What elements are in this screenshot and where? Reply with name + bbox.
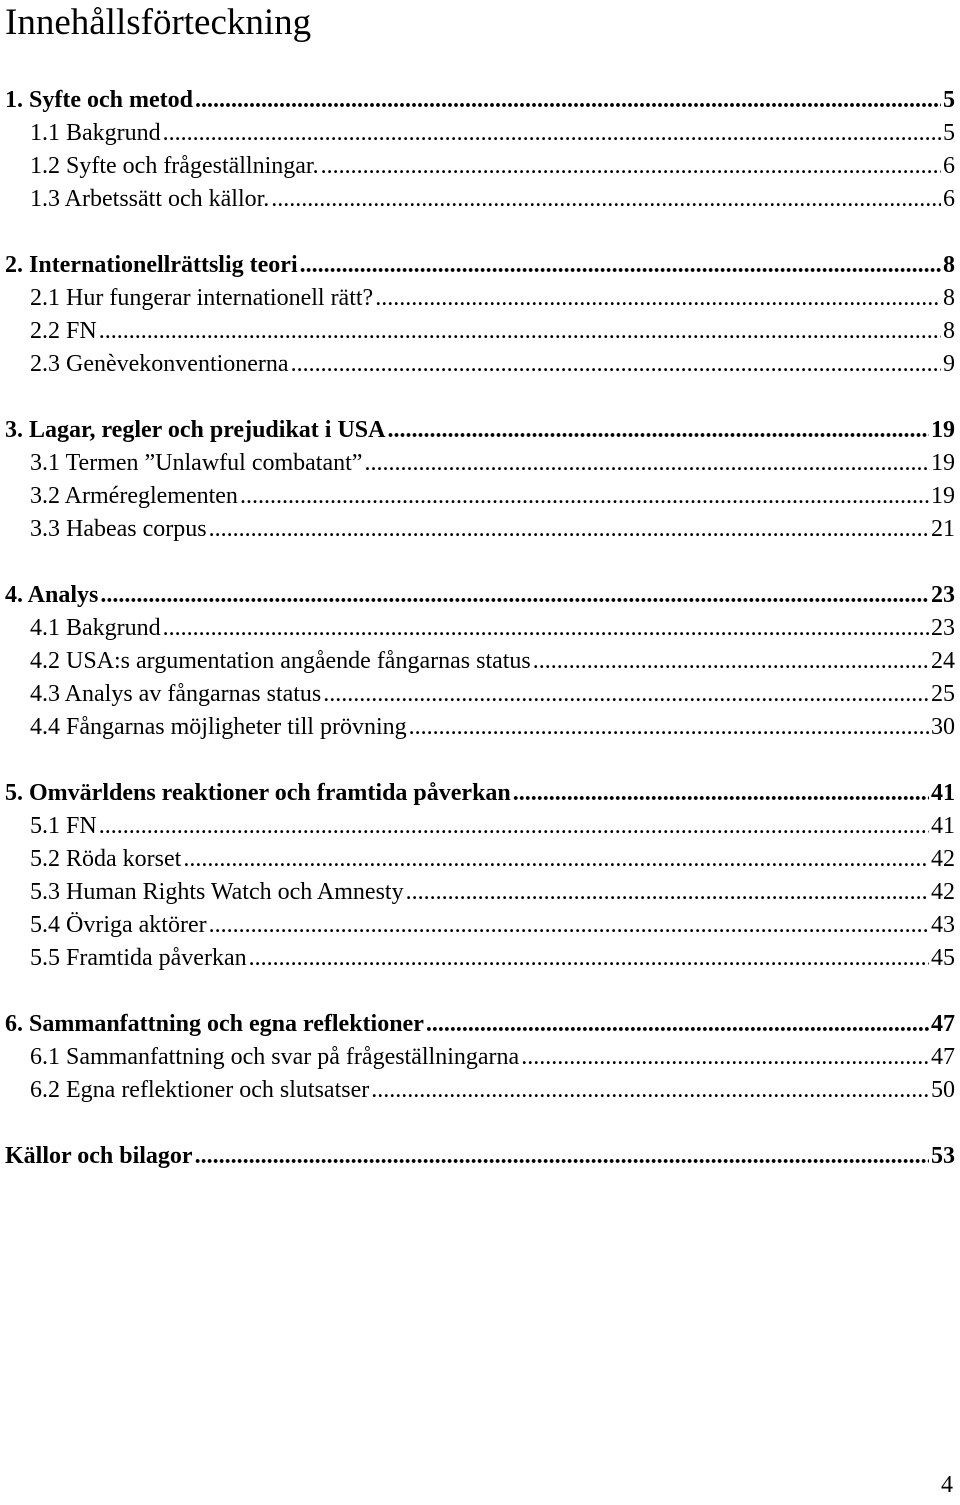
toc-entry-label: 2.2 FN	[30, 318, 97, 344]
toc-entry-3[interactable]	[5, 414, 955, 447]
toc-entry-5-2[interactable]	[5, 843, 955, 876]
toc-entry-1-3[interactable]	[5, 183, 955, 216]
toc-entry-1-1[interactable]	[5, 117, 955, 150]
toc-section-2	[5, 249, 955, 381]
toc-entry-5-1[interactable]	[5, 810, 955, 843]
leader-dots	[409, 711, 929, 744]
leader-dots	[371, 1074, 929, 1107]
toc-entry-label: 3.3 Habeas corpus	[30, 516, 207, 542]
leader-dots	[209, 909, 929, 942]
leader-dots	[183, 843, 929, 876]
toc-section-5	[5, 777, 955, 975]
toc-section-1	[5, 84, 955, 216]
toc-page-number: 19	[931, 483, 955, 509]
toc-entry-label: 4.1 Bakgrund	[30, 615, 161, 641]
toc-entry-1[interactable]	[5, 84, 955, 117]
toc-entry-label: 4.3 Analys av fångarnas status	[30, 681, 322, 707]
toc-page-number: 19	[931, 417, 955, 443]
toc-section-6	[5, 1008, 955, 1107]
toc-page-number: 9	[943, 351, 955, 377]
toc-entry-label: 3. Lagar, regler och prejudikat i USA	[5, 417, 386, 443]
toc-entry-label: 5.5 Framtida påverkan	[30, 945, 247, 971]
toc-entry-6-1[interactable]	[5, 1041, 955, 1074]
toc-entry-2-1[interactable]	[5, 282, 955, 315]
toc-page-number: 5	[943, 120, 955, 146]
toc-entry-label: 5.3 Human Rights Watch och Amnesty	[30, 879, 404, 905]
toc-entry-label: 1.2 Syfte och frågeställningar.	[30, 153, 319, 179]
toc-page-number: 21	[931, 516, 955, 542]
leader-dots	[195, 84, 941, 117]
toc-entry-label: 5.1 FN	[30, 813, 97, 839]
toc-entry-label: 6.2 Egna reflektioner och slutsatser	[30, 1077, 370, 1103]
toc-page-number: 23	[931, 615, 955, 641]
leader-dots	[426, 1008, 929, 1041]
toc-page-number: 8	[943, 252, 955, 278]
leader-dots	[321, 150, 941, 183]
toc-entry-label: 4.4 Fångarnas möjligheter till prövning	[30, 714, 407, 740]
toc-entry-label: 4. Analys	[5, 582, 99, 608]
toc-entry-5-5[interactable]	[5, 942, 955, 975]
leader-dots	[163, 117, 941, 150]
toc-page-number: 42	[931, 879, 955, 905]
toc-entry-5-4[interactable]	[5, 909, 955, 942]
toc-page-number: 19	[931, 450, 955, 476]
leader-dots	[387, 414, 929, 447]
leader-dots	[99, 810, 929, 843]
toc-entry-4-1[interactable]	[5, 612, 955, 645]
toc-page-number: 42	[931, 846, 955, 872]
toc-entry-4[interactable]	[5, 579, 955, 612]
toc-page-number: 8	[943, 318, 955, 344]
toc-entry-5-3[interactable]	[5, 876, 955, 909]
toc-entry-5[interactable]	[5, 777, 955, 810]
toc-entry-label: 2.3 Genèvekonventionerna	[30, 351, 289, 377]
toc-page-number: 23	[931, 582, 955, 608]
leader-dots	[209, 513, 929, 546]
toc-page-number: 50	[931, 1077, 955, 1103]
toc-page-number: 8	[943, 285, 955, 311]
toc-entry-2-2[interactable]	[5, 315, 955, 348]
leader-dots	[99, 315, 941, 348]
leader-dots	[240, 480, 929, 513]
toc-page-number: 41	[931, 813, 955, 839]
toc-entry-6[interactable]	[5, 1008, 955, 1041]
toc-page-number: 30	[931, 714, 955, 740]
leader-dots	[163, 612, 929, 645]
toc-page-number: 47	[931, 1044, 955, 1070]
toc-entry-3-2[interactable]	[5, 480, 955, 513]
leader-dots	[533, 645, 929, 678]
toc-entry-label: 2.1 Hur fungerar internationell rätt?	[30, 285, 374, 311]
toc-section-4	[5, 579, 955, 744]
leader-dots	[406, 876, 929, 909]
toc-entry-6-2[interactable]	[5, 1074, 955, 1107]
toc-entry-label: 6.1 Sammanfattning och svar på frågeställningarna	[30, 1044, 520, 1070]
toc-entry-3-1[interactable]	[5, 447, 955, 480]
toc-entry-label: 5.2 Röda korset	[30, 846, 182, 872]
toc-page-number: 24	[931, 648, 955, 674]
toc-page-number: 41	[931, 780, 955, 806]
toc-title: Innehållsförteckning	[5, 2, 312, 43]
toc-entry-label: 1.3 Arbetssätt och källor.	[30, 186, 270, 212]
toc-entry-label: 4.2 USA:s argumentation angående fångarnas status	[30, 648, 531, 674]
leader-dots	[291, 348, 941, 381]
toc-entry-label: 1. Syfte och metod	[5, 87, 193, 113]
toc-entry-label: 5.4 Övriga aktörer	[30, 912, 207, 938]
leader-dots	[195, 1140, 929, 1173]
leader-dots	[249, 942, 929, 975]
toc-entry-label: 5. Omvärldens reaktioner och framtida påverkan	[5, 780, 511, 806]
toc-entry-label: 3.1 Termen ”Unlawful combatant”	[30, 450, 363, 476]
toc-entry-4-3[interactable]	[5, 678, 955, 711]
toc-page-number: 25	[931, 681, 955, 707]
toc-entry-sources[interactable]	[5, 1140, 955, 1173]
toc-entry-label: 1.1 Bakgrund	[30, 120, 161, 146]
toc-section-3	[5, 414, 955, 546]
toc-entry-label: Källor och bilagor	[5, 1143, 193, 1169]
toc-page-number: 45	[931, 945, 955, 971]
toc-page-number: 5	[943, 87, 955, 113]
toc-page-number: 6	[943, 186, 955, 212]
toc-page-number: 47	[931, 1011, 955, 1037]
leader-dots	[375, 282, 941, 315]
toc-entry-label: 3.2 Arméreglementen	[30, 483, 238, 509]
page-number: 4	[941, 1472, 953, 1498]
toc-entry-1-2[interactable]	[5, 150, 955, 183]
toc-page-number: 43	[931, 912, 955, 938]
leader-dots	[364, 447, 929, 480]
toc-section-sources	[5, 1140, 955, 1173]
toc-entry-label: 2. Internationellrättslig teori	[5, 252, 298, 278]
toc-page-number: 6	[943, 153, 955, 179]
toc-entry-4-2[interactable]	[5, 645, 955, 678]
toc-entry-label: 6. Sammanfattning och egna reflektioner	[5, 1011, 424, 1037]
leader-dots	[513, 777, 929, 810]
leader-dots	[300, 249, 941, 282]
leader-dots	[100, 579, 929, 612]
toc-entry-3-3[interactable]	[5, 513, 955, 546]
toc-entry-2-3[interactable]	[5, 348, 955, 381]
toc-entry-2[interactable]	[5, 249, 955, 282]
toc-entry-4-4[interactable]	[5, 711, 955, 744]
toc-page-number: 53	[931, 1143, 955, 1169]
leader-dots	[521, 1041, 929, 1074]
leader-dots	[323, 678, 929, 711]
leader-dots	[271, 183, 941, 216]
